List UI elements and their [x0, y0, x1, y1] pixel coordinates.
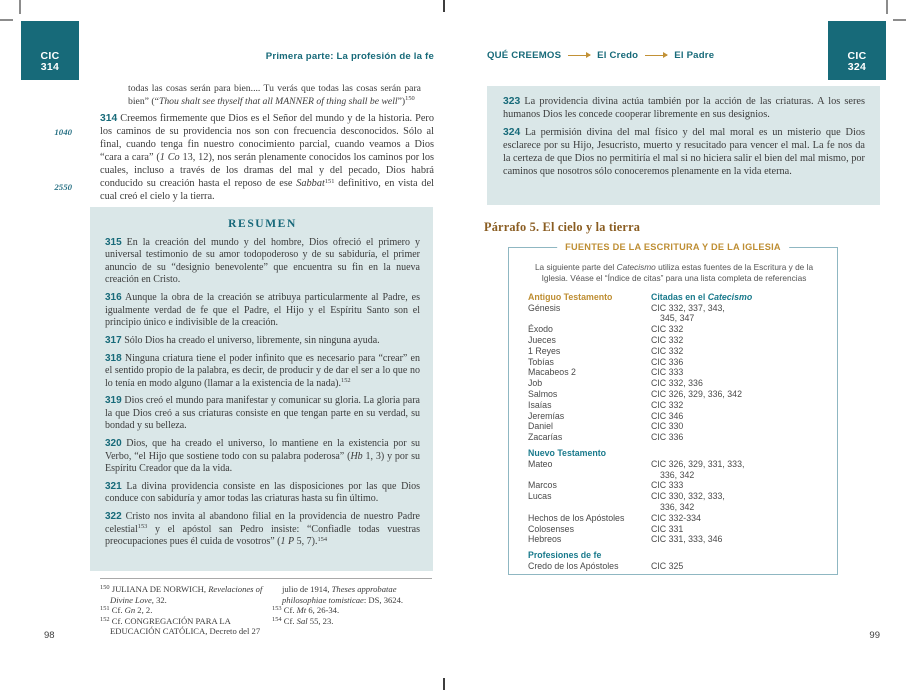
- resumen-paragraph: 317 Sólo Dios ha creado el universo, libremente, sin ninguna ayuda.: [105, 334, 380, 346]
- cic-refs: CIC 326, 329, 336, 342: [651, 388, 742, 399]
- resumen-paragraph: 320 Dios, que ha creado el universo, lo mantiene en la existencia por su Verbo, “el Hijo que sostiene todo con su palabra poderosa” (Hb 1, 3) y por su Espíritu Creador que da la vida.: [105, 438, 420, 474]
- table-row: [528, 561, 823, 572]
- resumen-paragraph: 315 En la creación del mundo y del hombre, Dios ofreció el primero y universal testimonio de su amor todopoderoso y de su sabiduría, el primer anuncio de su “designio benevolente” que encuentra su fin en la nueva creación en Cristo.: [105, 237, 420, 286]
- resumen-paragraph: 318 Ninguna criatura tiene el poder infinito que es necesario para “crear” en el sentido propio de la palabra, es decir, de producir y de dar el ser a lo que no lo tenía en modo alguno (llamar a la existencia de la nada).$^{152}$: [105, 352, 420, 389]
- cic-refs: CIC 331: [651, 523, 684, 534]
- crop-mark-top-center: [443, 0, 445, 12]
- cic-label: CIC: [40, 50, 60, 62]
- footnote-separator: [100, 578, 432, 579]
- cic-refs: CIC 333: [651, 480, 684, 491]
- cic-refs: CIC 336: [651, 356, 684, 367]
- resumen-paragraph: 323 La providencia divina actúa también por la acción de las criaturas. A los seres humanos Dios les concede cooperar libremente en sus designios.: [503, 96, 865, 120]
- table-header-row: [528, 292, 823, 303]
- crop-mark-top-left-v: [19, 0, 21, 14]
- table-row: [528, 459, 823, 481]
- breadcrumb-item-el-credo: El Credo: [597, 50, 639, 61]
- cic-number: 314: [40, 61, 60, 73]
- book-name: Macabeos 2: [528, 367, 576, 378]
- book-name: Génesis: [528, 302, 561, 313]
- page-number-left: 98: [44, 630, 55, 641]
- fuentes-panel-title: FUENTES DE LA ESCRITURA Y DE LA IGLESIA: [557, 242, 789, 252]
- running-head-left: Primera parte: La profesión de la fe: [265, 51, 434, 62]
- cic-refs: CIC 325: [651, 560, 684, 571]
- margin-cross-reference: 2550: [54, 182, 72, 192]
- breadcrumb-item-el-padre: El Padre: [674, 50, 715, 61]
- book-name: 1 Reyes: [528, 345, 561, 356]
- table-row: [528, 389, 823, 400]
- book-name: Jeremías: [528, 410, 565, 421]
- table-row: [528, 480, 823, 491]
- crop-mark-top-right-h: [893, 19, 906, 21]
- cic-number: 324: [847, 61, 867, 73]
- cic-refs: CIC 333: [651, 367, 684, 378]
- cic-refs: CIC 332: [651, 324, 684, 335]
- resumen-title: RESUMEN: [228, 218, 297, 230]
- cic-refs: CIC 332-334: [651, 512, 701, 523]
- book-name: Lucas: [528, 491, 552, 502]
- cic-refs: CIC 332: [651, 335, 684, 345]
- intro-quote: todas las cosas serán para bien.... Tu verás que todas las cosas serán para bien” (“Thou shalt see thyself that all MANNER of thing shall be well”)$^{150}$: [128, 83, 421, 107]
- resumen-panel-continued: [487, 86, 880, 205]
- book-name: Daniel: [528, 421, 553, 432]
- section-header-profesiones-de-fe: Profesiones de fe: [528, 550, 602, 561]
- book-name: Mateo: [528, 458, 553, 469]
- footnote: $^{154}$ Cf. Sal 55, 23.: [272, 615, 334, 626]
- section-header-nuevo-testamento: Nuevo Testamento: [528, 447, 607, 458]
- book-name: Isaías: [528, 399, 552, 410]
- book-name: Salmos: [528, 388, 558, 399]
- resumen-panel: [90, 207, 433, 571]
- footnotes-column-2: [272, 584, 434, 626]
- footnote: $^{151}$ Cf. Gn 2, 2.: [100, 605, 153, 616]
- book-name: Tobías: [528, 356, 554, 367]
- cic-refs: CIC 330, 332, 333, 336, 342: [651, 491, 725, 512]
- cic-refs: CIC 326, 329, 331, 333, 336, 342: [651, 458, 745, 480]
- table-row: [528, 367, 823, 378]
- table-row: [528, 513, 823, 524]
- table-row: [528, 491, 823, 513]
- resumen-paragraph: 322 Cristo nos invita al abandono filial en la providencia de nuestro Padre celestial$^{153}$ y el apóstol san Pedro insiste: “Confiadle todas vuestras preocupaciones pues él cuida de vosotros” (1 P 5, 7).$^{154}$: [105, 511, 420, 548]
- footnote: $^{152}$ Cf. CONGREGACIÓN PARA LA EDUCACIÓN CATÓLICA, Decreto del 27: [100, 615, 261, 637]
- book-name: Credo de los Apóstoles: [528, 560, 619, 571]
- arrow-right-icon: [568, 55, 590, 57]
- cic-refs: CIC 336: [651, 432, 684, 443]
- margin-cross-reference: 1040: [54, 127, 72, 137]
- table-row: [528, 534, 823, 545]
- arrow-right-icon: [645, 55, 667, 57]
- crop-mark-top-right-v: [886, 0, 888, 14]
- fuentes-table: [528, 292, 823, 572]
- cic-refs: CIC 332, 337, 343, 345, 347: [651, 302, 725, 324]
- resumen-paragraph: 321 La divina providencia consiste en las disposiciones por las que Dios conduce con sabiduría y amor todas las criaturas hasta su fin último.: [105, 480, 420, 505]
- table-row: [528, 357, 823, 368]
- resumen-paragraph: 324 La permisión divina del mal físico y del mal moral es un misterio que Dios esclarece por su Hijo, Jesucristo, muerto y resucitado para vencer el mal. La fe nos da la certeza de que Dios no permitiría el mal si no hiciera salir el bien del mal mismo, por caminos que nosotros sólo conoceremos plenamente en la vida eterna.: [503, 127, 865, 177]
- cic-refs: CIC 332, 336: [651, 378, 703, 389]
- book-name: Éxodo: [528, 324, 553, 335]
- section-heading: Párrafo 5. El cielo y la tierra: [484, 220, 641, 234]
- column-header-citadas: Citadas en el Catecismo: [651, 291, 753, 302]
- book-name: Zacarías: [528, 432, 563, 443]
- table-row: [528, 411, 823, 422]
- cic-reference-box-left: [21, 21, 79, 80]
- book-name: Hebreos: [528, 534, 562, 545]
- resumen-paragraph: 319 Dios creó el mundo para manifestar y comunicar su gloria. La gloria para la que Dios creó a sus criaturas consiste en que tengan parte en su verdad, su bondad y su belleza.: [105, 395, 420, 432]
- footnotes-column-1: [100, 584, 263, 637]
- book-name: Job: [528, 378, 543, 389]
- cic-refs: CIC 331, 333, 346: [651, 534, 723, 545]
- table-row: [528, 400, 823, 411]
- breadcrumb: [487, 50, 714, 61]
- cic-refs: CIC 330: [651, 421, 684, 432]
- footnote: $^{153}$ Cf. Mt 6, 26-34.: [272, 605, 340, 616]
- table-row: [528, 303, 823, 325]
- book-name: Hechos de los Apóstoles: [528, 512, 625, 523]
- breadcrumb-item-que-creemos: QUÉ CREEMOS: [487, 50, 562, 61]
- cic-refs: CIC 346: [651, 410, 684, 421]
- table-row: [528, 378, 823, 389]
- paragraph-314: 314 Creemos firmemente que Dios es el Señor del mundo y de la historia. Pero los caminos de su providencia nos son con frecuencia desconocidos. Sólo al final, cuando tenga fin nuestro conocimiento parcial, cuando veamos a Dios “cara a cara” (1 Co 13, 12), nos serán plenamente conocidos los caminos por los cuales, incluso a través de los dramas del mal y del pecado, Dios habrá conducido su creación hasta el reposo de ese Sabbat$^{151}$ definitivo, en vista del cual creó el cielo y la tierra.: [100, 113, 434, 202]
- table-row: [528, 421, 823, 432]
- page-number-right: 99: [869, 630, 880, 641]
- fuentes-panel: [508, 242, 838, 575]
- crop-mark-bottom-center: [443, 678, 445, 690]
- fuentes-intro: La siguiente parte del Catecismo utiliza estas fuentes de la Escritura y de la Iglesia. Véase el “Índice de citas” para una lista completa de referencias: [534, 262, 814, 284]
- resumen-paragraph: 316 Aunque la obra de la creación se atribuya particularmente al Padre, es igualmente verdad de fe que el Padre, el Hijo y el Espíritu Santo son el principio único e indivisible de la creación.: [105, 292, 420, 328]
- book-name: Colosenses: [528, 523, 574, 534]
- table-row: [528, 432, 823, 443]
- table-row: [528, 346, 823, 357]
- crop-mark-top-left-h: [0, 19, 13, 21]
- footnote-continuation: julio de 1914, Theses approbatae philosophiae tomisticae: DS, 3624.: [282, 584, 404, 605]
- book-name: Marcos: [528, 480, 557, 491]
- cic-refs: CIC 332: [651, 399, 684, 410]
- book-name: Jueces: [528, 335, 556, 345]
- column-header-antiguo-testamento: Antiguo Testamento: [528, 291, 613, 302]
- cic-refs: CIC 332: [651, 345, 684, 356]
- cic-label: CIC: [847, 50, 867, 62]
- table-row: [528, 324, 823, 335]
- cic-reference-box-right: [828, 21, 886, 80]
- table-row: [528, 524, 823, 535]
- table-row: [528, 335, 823, 346]
- footnote: $^{150}$ JULIANA DE NORWICH, Revelaciones of Divine Love, 32.: [100, 583, 263, 605]
